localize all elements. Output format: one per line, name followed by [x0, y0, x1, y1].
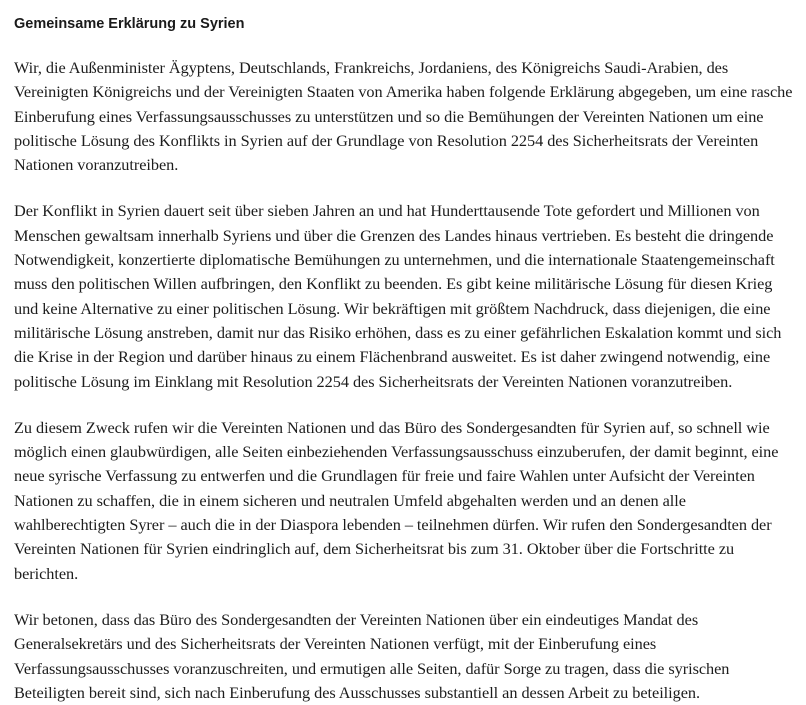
document-title: Gemeinsame Erklärung zu Syrien	[14, 16, 245, 32]
paragraph-2: Der Konflikt in Syrien dauert seit über sieben Jahren an und hat Hunderttausende Tote gefordert und Millionen von Menschen gewaltsam innerhalb Syriens und über die Grenzen des Landes hinaus vertrieben. Es besteht die dringende Notwendigkeit, konzertierte diplomatische Bemühungen zu unternehmen, und die internationale Staatengemeinschaft muss den politischen Willen aufbringen, den Konflikt zu beenden. Es gibt keine militärische Lösung für diesen Krieg und keine Alternative zu einer politischen Lösung. Wir bekräftigen mit größtem Nachdruck, dass diejenigen, die eine militärische Lösung anstreben, damit nur das Risiko erhöhen, dass es zu einer gefährlichen Eskalation kommt und sich die Krise in der Region und darüber hinaus zu einem Flächenbrand ausweitet. Es ist daher zwingend notwendig, eine politische Lösung im Einklang mit Resolution 2254 des Sicherheitsrats der Vereinten Nationen voranzutreiben.	[14, 201, 782, 391]
paragraph-3: Zu diesem Zweck rufen wir die Vereinten Nationen und das Büro des Sondergesandten für Syrien auf, so schnell wie möglich einen glaubwürdigen, alle Seiten einbeziehenden Verfassungsausschuss einzuberufen, der damit beginnt, eine neue syrische Verfassung zu entwerfen und die Grundlagen für freie und faire Wahlen unter Aufsicht der Vereinten Nationen zu schaffen, die in einem sicheren und neutralen Umfeld abgehalten werden und an denen alle wahlberechtigten Syrer – auch die in der Diaspora lebenden – teilnehmen dürfen. Wir rufen den Sondergesandten der Vereinten Nationen für Syrien eindringlich auf, dem Sicherheitsrat bis zum 31. Oktober über die Fortschritte zu berichten.	[14, 417, 779, 583]
paragraph-4: Wir betonen, dass das Büro des Sondergesandten der Vereinten Nationen über ein eindeutiges Mandat des Generalsekretärs und des Sicherheitsrats der Vereinten Nationen verfügt, mit der Einberufung eines Verfassungsausschusses voranzuschreiten, und ermutigen alle Seiten, dafür Sorge zu tragen, dass die syrischen Beteiligten bereit sind, sich nach Einberufung des Ausschusses substantiell an dessen Arbeit zu beteiligen.	[14, 609, 730, 702]
paragraph-1: Wir, die Außenminister Ägyptens, Deutschlands, Frankreichs, Jordaniens, des Königreichs Saudi-Arabien, des Vereinigten Königreichs und der Vereinigten Staaten von Amerika haben folgende Erklärung abgegeben, um eine rasche Einberufung eines Verfassungsausschusses zu unterstützen und so die Bemühungen der Vereinten Nationen um eine politische Lösung des Konflikts in Syrien auf der Grundlage von Resolution 2254 des Sicherheitsrats der Vereinten Nationen voranzutreiben.	[14, 58, 793, 175]
document	[14, 8, 798, 705]
